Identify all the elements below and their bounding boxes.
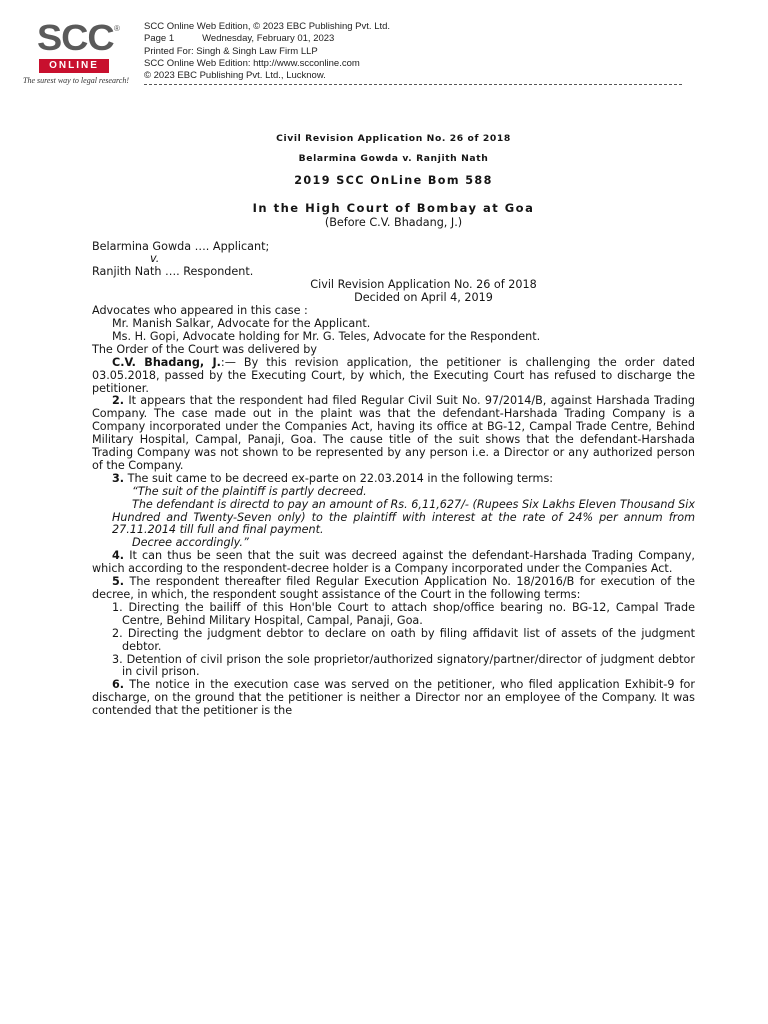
judge-name: C.V. Bhadang, J. [112, 355, 221, 369]
paragraph-6-text: The notice in the execution case was served on the petitioner, who filed application Exhibit-9 for discharge, on the ground that the petitioner is neither a Director nor an employee of the Company. It was contended that the petitioner is the [92, 678, 695, 718]
decree-quote-1: “The suit of the plaintiff is partly decreed. [132, 484, 367, 498]
decided-date: Decided on April 4, 2019 [354, 291, 493, 305]
list-item: 1. Directing the bailiff of this Hon'ble Court to attach shop/office bearing no. BG-12, Campal Trade Centre, Behind Military Hospital, Campal, Panaji, Goa. [112, 600, 695, 627]
paragraph-4-text: It can thus be seen that the suit was decreed against the defendant-Harshada Trading Company, which according to the respondent-decree holder is a Company incorporated under the Companies Act. [92, 549, 695, 576]
logo-wordmark: SCC [37, 17, 114, 58]
court-name: In the High Court of Bombay at Goa [252, 200, 535, 215]
advocate-applicant: Mr. Manish Salkar, Advocate for the Applicant. [112, 316, 371, 330]
paragraph-3 [92, 473, 695, 486]
print-metadata [144, 21, 390, 82]
edition-line: SCC Online Web Edition, © 2023 EBC Publishing Pvt. Ltd. [144, 21, 391, 32]
paragraph-3-number: 3. [112, 471, 125, 485]
paragraph-4-number: 4. [112, 549, 125, 563]
order-delivered-by: The Order of the Court was delivered by [92, 342, 317, 356]
paragraph-5-text: The respondent thereafter filed Regular Execution Application No. 18/2016/B for execution of the decree, in which, the respondent sought assistance of the Court in the following terms: [92, 575, 695, 601]
bench: (Before C.V. Bhadang, J.) [324, 215, 463, 229]
decree-quote-3: Decree accordingly.” [132, 536, 249, 550]
case-number-heading: Civil Revision Application No. 26 of 2018 [276, 133, 511, 144]
parties-heading: Belarmina Gowda v. Ranjith Nath [298, 152, 489, 164]
paragraph-5 [92, 576, 695, 602]
logo-tagline: The surest way to legal research! [23, 76, 129, 85]
paragraph-2 [92, 395, 695, 472]
paragraph-3-text: The suit came to be decreed ex-parte on 22.03.2014 in the following terms: [127, 471, 554, 485]
page-number: Page 1 [144, 33, 175, 45]
paragraph-6-number: 6. [112, 678, 125, 692]
citation: 2019 SCC OnLine Bom 588 [294, 173, 493, 187]
paragraph-1 [92, 357, 695, 396]
paragraph-1-text: :— By this revision application, the petitioner is challenging the order dated 03.05.2018, passed by the Executing Court, by which, the Executing Court has refused to discharge the petitioner. [92, 355, 695, 395]
logo-online-band: ONLINE [39, 59, 109, 73]
copyright-line: © 2023 EBC Publishing Pvt. Ltd., Lucknow. [144, 70, 326, 82]
execution-terms-list [92, 602, 695, 679]
advocates-heading: Advocates who appeared in this case : [92, 304, 308, 318]
decree-quote-2: The defendant is directd to pay an amount of Rs. 6,11,627/- (Rupees Six Lakhs Eleven Thousand Six Hundred and Twenty-Seven only) to the plaintiff with interest at the rate of 24% per annum from 27.11.2014 till full and final payment. [112, 497, 695, 537]
page-line [144, 33, 390, 45]
paragraph-2-text: It appears that the respondent had filed Regular Civil Suit No. 97/2014/B, against Harshada Trading Company. The case made out in the plaint was that the defendant-Harshada Trading Company is a Company incorporated under the Companies Act, having its office at BG-12, Campal Trade Centre, Behind Military Hospital, Campal, Panaji, Goa. The cause title of the suit shows that the defendant-Harshada Trading Company was not shown to be represented by any person i.e. a Director or any authorized person of the Company. [92, 394, 695, 472]
list-item: 3. Detention of civil prison the sole proprietor/authorized signatory/partner/director of judgment debtor in civil prison. [112, 652, 695, 679]
website-line: SCC Online Web Edition: http://www.scconline.com [144, 57, 360, 69]
paragraph-2-number: 2. [112, 394, 125, 408]
respondent-line: Ranjith Nath …. Respondent. [92, 265, 254, 279]
versus: v. [150, 252, 160, 266]
header-rule [144, 84, 682, 85]
advocate-respondent: Ms. H. Gopi, Advocate holding for Mr. G. Teles, Advocate for the Respondent. [112, 329, 541, 343]
page-header [22, 18, 682, 98]
registered-mark: ® [114, 24, 120, 33]
case-number-line: Civil Revision Application No. 26 of 2018 [310, 278, 537, 292]
judgment-body [92, 133, 695, 718]
printed-for-line: Printed For: Singh & Singh Law Firm LLP [144, 45, 318, 57]
paragraph-6 [92, 679, 695, 718]
paragraph-4 [92, 550, 695, 576]
list-item: 2. Directing the judgment debtor to declare on oath by filing affidavit list of assets of the judgment debtor. [112, 626, 695, 653]
paragraph-5-number: 5. [112, 575, 125, 589]
print-date: Wednesday, February 01, 2023 [202, 33, 335, 45]
applicant-line: Belarmina Gowda …. Applicant; [92, 239, 270, 253]
scc-online-logo [22, 18, 140, 94]
